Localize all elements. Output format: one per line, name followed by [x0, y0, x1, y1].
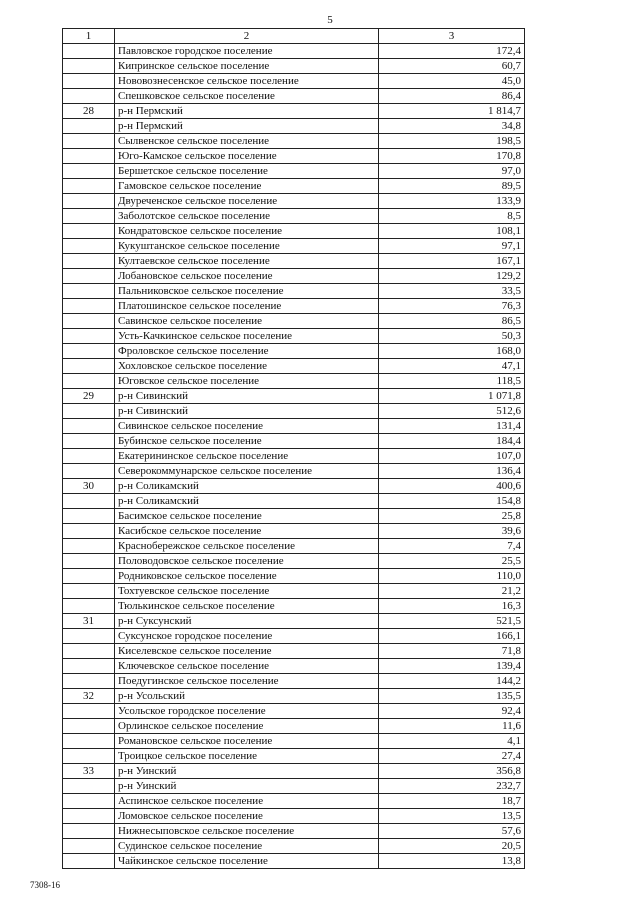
row-number-cell — [63, 824, 115, 839]
row-name-cell: Тюлькинское сельское поселение — [115, 599, 379, 614]
row-value-cell: 166,1 — [379, 629, 525, 644]
row-name-cell: Юговское сельское поселение — [115, 374, 379, 389]
row-number-cell: 32 — [63, 689, 115, 704]
row-name-cell: Пальниковское сельское поселение — [115, 284, 379, 299]
row-value-cell: 131,4 — [379, 419, 525, 434]
table-row — [63, 689, 525, 704]
row-number-cell — [63, 344, 115, 359]
table-row — [63, 764, 525, 779]
table-row — [63, 404, 525, 419]
table-row — [63, 509, 525, 524]
row-number-cell — [63, 59, 115, 74]
row-name-cell: Нововознесенское сельское поселение — [115, 74, 379, 89]
table-row — [63, 614, 525, 629]
row-value-cell: 118,5 — [379, 374, 525, 389]
row-name-cell: Басимское сельское поселение — [115, 509, 379, 524]
row-number-cell — [63, 179, 115, 194]
row-number-cell — [63, 134, 115, 149]
table-row — [63, 269, 525, 284]
row-name-cell: Романовское сельское поселение — [115, 734, 379, 749]
row-name-cell: Сылвенское сельское поселение — [115, 134, 379, 149]
row-name-cell: Кукуштанское сельское поселение — [115, 239, 379, 254]
table-row — [63, 659, 525, 674]
row-number-cell — [63, 299, 115, 314]
table-row — [63, 839, 525, 854]
table-row — [63, 599, 525, 614]
row-name-cell: Родниковское сельское поселение — [115, 569, 379, 584]
row-number-cell — [63, 494, 115, 509]
row-number-cell — [63, 674, 115, 689]
row-number-cell — [63, 659, 115, 674]
row-value-cell: 521,5 — [379, 614, 525, 629]
row-value-cell: 136,4 — [379, 464, 525, 479]
table-row — [63, 749, 525, 764]
table-row — [63, 779, 525, 794]
table-row — [63, 419, 525, 434]
row-number-cell: 30 — [63, 479, 115, 494]
row-number-cell — [63, 254, 115, 269]
row-name-cell: Тохтуевское сельское поселение — [115, 584, 379, 599]
row-number-cell — [63, 194, 115, 209]
row-name-cell: Троицкое сельское поселение — [115, 749, 379, 764]
row-number-cell — [63, 404, 115, 419]
row-value-cell: 13,5 — [379, 809, 525, 824]
row-name-cell: Кондратовское сельское поселение — [115, 224, 379, 239]
row-value-cell: 97,0 — [379, 164, 525, 179]
row-name-cell: Нижнесыповское сельское поселение — [115, 824, 379, 839]
row-name-cell: Бершетское сельское поселение — [115, 164, 379, 179]
row-name-cell: Половодовское сельское поселение — [115, 554, 379, 569]
row-name-cell: р-н Уинский — [115, 764, 379, 779]
row-name-cell: Юго-Камское сельское поселение — [115, 149, 379, 164]
row-value-cell: 13,8 — [379, 854, 525, 869]
table-row — [63, 179, 525, 194]
row-name-cell: Гамовское сельское поселение — [115, 179, 379, 194]
row-value-cell: 1 071,8 — [379, 389, 525, 404]
row-name-cell: Орлинское сельское поселение — [115, 719, 379, 734]
row-name-cell: Култаевское сельское поселение — [115, 254, 379, 269]
table-row — [63, 314, 525, 329]
row-value-cell: 184,4 — [379, 434, 525, 449]
row-number-cell — [63, 539, 115, 554]
row-value-cell: 4,1 — [379, 734, 525, 749]
row-name-cell: Савинское сельское поселение — [115, 314, 379, 329]
row-name-cell: Ломовское сельское поселение — [115, 809, 379, 824]
column-header-value: 3 — [379, 29, 525, 44]
table-row — [63, 194, 525, 209]
table-row — [63, 434, 525, 449]
row-number-cell — [63, 524, 115, 539]
table-row — [63, 494, 525, 509]
table-row — [63, 164, 525, 179]
row-name-cell: Фроловское сельское поселение — [115, 344, 379, 359]
row-number-cell — [63, 779, 115, 794]
column-header-name: 2 — [115, 29, 379, 44]
row-number-cell — [63, 629, 115, 644]
row-name-cell: Аспинское сельское поселение — [115, 794, 379, 809]
row-value-cell: 33,5 — [379, 284, 525, 299]
row-value-cell: 39,6 — [379, 524, 525, 539]
table-row — [63, 479, 525, 494]
row-name-cell: Кипринское сельское поселение — [115, 59, 379, 74]
row-value-cell: 139,4 — [379, 659, 525, 674]
row-value-cell: 1 814,7 — [379, 104, 525, 119]
row-name-cell: р-н Пермский — [115, 104, 379, 119]
row-number-cell — [63, 644, 115, 659]
row-number-cell — [63, 809, 115, 824]
row-name-cell: Хохловское сельское поселение — [115, 359, 379, 374]
row-value-cell: 167,1 — [379, 254, 525, 269]
row-value-cell: 172,4 — [379, 44, 525, 59]
row-name-cell: Павловское городское поселение — [115, 44, 379, 59]
row-name-cell: Сивинское сельское поселение — [115, 419, 379, 434]
row-name-cell: Киселевское сельское поселение — [115, 644, 379, 659]
row-name-cell: р-н Уинский — [115, 779, 379, 794]
row-value-cell: 11,6 — [379, 719, 525, 734]
table-row — [63, 284, 525, 299]
table-row — [63, 539, 525, 554]
row-value-cell: 232,7 — [379, 779, 525, 794]
row-number-cell — [63, 209, 115, 224]
row-number-cell — [63, 74, 115, 89]
row-name-cell: Северокоммунарское сельское поселение — [115, 464, 379, 479]
row-value-cell: 18,7 — [379, 794, 525, 809]
row-value-cell: 7,4 — [379, 539, 525, 554]
row-value-cell: 356,8 — [379, 764, 525, 779]
table-row — [63, 809, 525, 824]
row-number-cell — [63, 119, 115, 134]
row-number-cell — [63, 314, 115, 329]
row-number-cell — [63, 794, 115, 809]
row-number-cell: 28 — [63, 104, 115, 119]
table-row — [63, 44, 525, 59]
row-number-cell: 33 — [63, 764, 115, 779]
row-value-cell: 20,5 — [379, 839, 525, 854]
row-name-cell: р-н Усольский — [115, 689, 379, 704]
column-header-number: 1 — [63, 29, 115, 44]
row-value-cell: 135,5 — [379, 689, 525, 704]
table-row — [63, 449, 525, 464]
row-name-cell: Лобановское сельское поселение — [115, 269, 379, 284]
row-value-cell: 168,0 — [379, 344, 525, 359]
row-number-cell — [63, 359, 115, 374]
row-value-cell: 89,5 — [379, 179, 525, 194]
row-number-cell — [63, 374, 115, 389]
table-row — [63, 374, 525, 389]
row-value-cell: 144,2 — [379, 674, 525, 689]
row-value-cell: 110,0 — [379, 569, 525, 584]
row-value-cell: 60,7 — [379, 59, 525, 74]
row-number-cell — [63, 449, 115, 464]
row-number-cell: 29 — [63, 389, 115, 404]
row-value-cell: 25,8 — [379, 509, 525, 524]
row-number-cell — [63, 749, 115, 764]
row-value-cell: 170,8 — [379, 149, 525, 164]
table-row — [63, 794, 525, 809]
table-row — [63, 119, 525, 134]
row-number-cell — [63, 734, 115, 749]
table-row — [63, 854, 525, 869]
row-number-cell — [63, 464, 115, 479]
row-name-cell: р-н Соликамский — [115, 494, 379, 509]
row-number-cell — [63, 704, 115, 719]
row-value-cell: 108,1 — [379, 224, 525, 239]
row-value-cell: 92,4 — [379, 704, 525, 719]
row-number-cell — [63, 839, 115, 854]
row-name-cell: Поедугинское сельское поселение — [115, 674, 379, 689]
table-row — [63, 359, 525, 374]
table-row — [63, 464, 525, 479]
row-name-cell: Касибское сельское поселение — [115, 524, 379, 539]
table-row — [63, 824, 525, 839]
row-number-cell — [63, 239, 115, 254]
row-value-cell: 512,6 — [379, 404, 525, 419]
row-name-cell: р-н Суксунский — [115, 614, 379, 629]
table-row — [63, 74, 525, 89]
table-row — [63, 329, 525, 344]
row-number-cell — [63, 284, 115, 299]
row-number-cell — [63, 224, 115, 239]
row-name-cell: р-н Соликамский — [115, 479, 379, 494]
table-row — [63, 224, 525, 239]
table-row — [63, 524, 525, 539]
table-row — [63, 299, 525, 314]
row-value-cell: 107,0 — [379, 449, 525, 464]
row-number-cell — [63, 434, 115, 449]
row-number-cell — [63, 44, 115, 59]
data-table — [62, 28, 525, 869]
row-number-cell — [63, 599, 115, 614]
row-name-cell: Судинское сельское поселение — [115, 839, 379, 854]
table-row — [63, 389, 525, 404]
table-row — [63, 104, 525, 119]
row-name-cell: Спешковское сельское поселение — [115, 89, 379, 104]
row-number-cell — [63, 854, 115, 869]
row-name-cell: р-н Сивинский — [115, 389, 379, 404]
row-value-cell: 45,0 — [379, 74, 525, 89]
row-value-cell: 198,5 — [379, 134, 525, 149]
table-row — [63, 644, 525, 659]
row-name-cell: Суксунское городское поселение — [115, 629, 379, 644]
row-value-cell: 47,1 — [379, 359, 525, 374]
row-number-cell — [63, 164, 115, 179]
row-value-cell: 21,2 — [379, 584, 525, 599]
table-row — [63, 584, 525, 599]
row-value-cell: 50,3 — [379, 329, 525, 344]
table-row — [63, 734, 525, 749]
row-value-cell: 400,6 — [379, 479, 525, 494]
row-name-cell: р-н Сивинский — [115, 404, 379, 419]
row-value-cell: 16,3 — [379, 599, 525, 614]
page-number: 5 — [327, 14, 333, 26]
row-value-cell: 71,8 — [379, 644, 525, 659]
row-value-cell: 8,5 — [379, 209, 525, 224]
table-body — [63, 44, 525, 869]
row-name-cell: Двуреченское сельское поселение — [115, 194, 379, 209]
row-value-cell: 34,8 — [379, 119, 525, 134]
row-number-cell — [63, 419, 115, 434]
table-row — [63, 59, 525, 74]
table-row — [63, 254, 525, 269]
row-value-cell: 86,4 — [379, 89, 525, 104]
row-number-cell — [63, 509, 115, 524]
row-number-cell — [63, 719, 115, 734]
table-row — [63, 149, 525, 164]
row-number-cell — [63, 584, 115, 599]
table-row — [63, 209, 525, 224]
document-code: 7308-16 — [30, 880, 60, 890]
row-name-cell: Ключевское сельское поселение — [115, 659, 379, 674]
row-name-cell: Чайкинское сельское поселение — [115, 854, 379, 869]
row-number-cell — [63, 89, 115, 104]
row-number-cell — [63, 329, 115, 344]
table-row — [63, 239, 525, 254]
row-name-cell: Бубинское сельское поселение — [115, 434, 379, 449]
row-name-cell: Краснобережское сельское поселение — [115, 539, 379, 554]
table-row — [63, 89, 525, 104]
row-value-cell: 133,9 — [379, 194, 525, 209]
table-row — [63, 719, 525, 734]
row-name-cell: Платошинское сельское поселение — [115, 299, 379, 314]
row-name-cell: Екатерининское сельское поселение — [115, 449, 379, 464]
row-value-cell: 57,6 — [379, 824, 525, 839]
row-number-cell: 31 — [63, 614, 115, 629]
table-row — [63, 134, 525, 149]
row-number-cell — [63, 554, 115, 569]
row-number-cell — [63, 269, 115, 284]
table-row — [63, 704, 525, 719]
row-number-cell — [63, 569, 115, 584]
row-name-cell: Заболотское сельское поселение — [115, 209, 379, 224]
row-name-cell: р-н Пермский — [115, 119, 379, 134]
table-row — [63, 629, 525, 644]
row-value-cell: 97,1 — [379, 239, 525, 254]
row-value-cell: 86,5 — [379, 314, 525, 329]
table-row — [63, 569, 525, 584]
row-value-cell: 154,8 — [379, 494, 525, 509]
row-value-cell: 129,2 — [379, 269, 525, 284]
row-number-cell — [63, 149, 115, 164]
table-row — [63, 674, 525, 689]
table-row — [63, 554, 525, 569]
row-value-cell: 25,5 — [379, 554, 525, 569]
row-name-cell: Усольское городское поселение — [115, 704, 379, 719]
row-value-cell: 76,3 — [379, 299, 525, 314]
row-name-cell: Усть-Качкинское сельское поселение — [115, 329, 379, 344]
table-header-row — [63, 29, 525, 44]
row-value-cell: 27,4 — [379, 749, 525, 764]
table-row — [63, 344, 525, 359]
